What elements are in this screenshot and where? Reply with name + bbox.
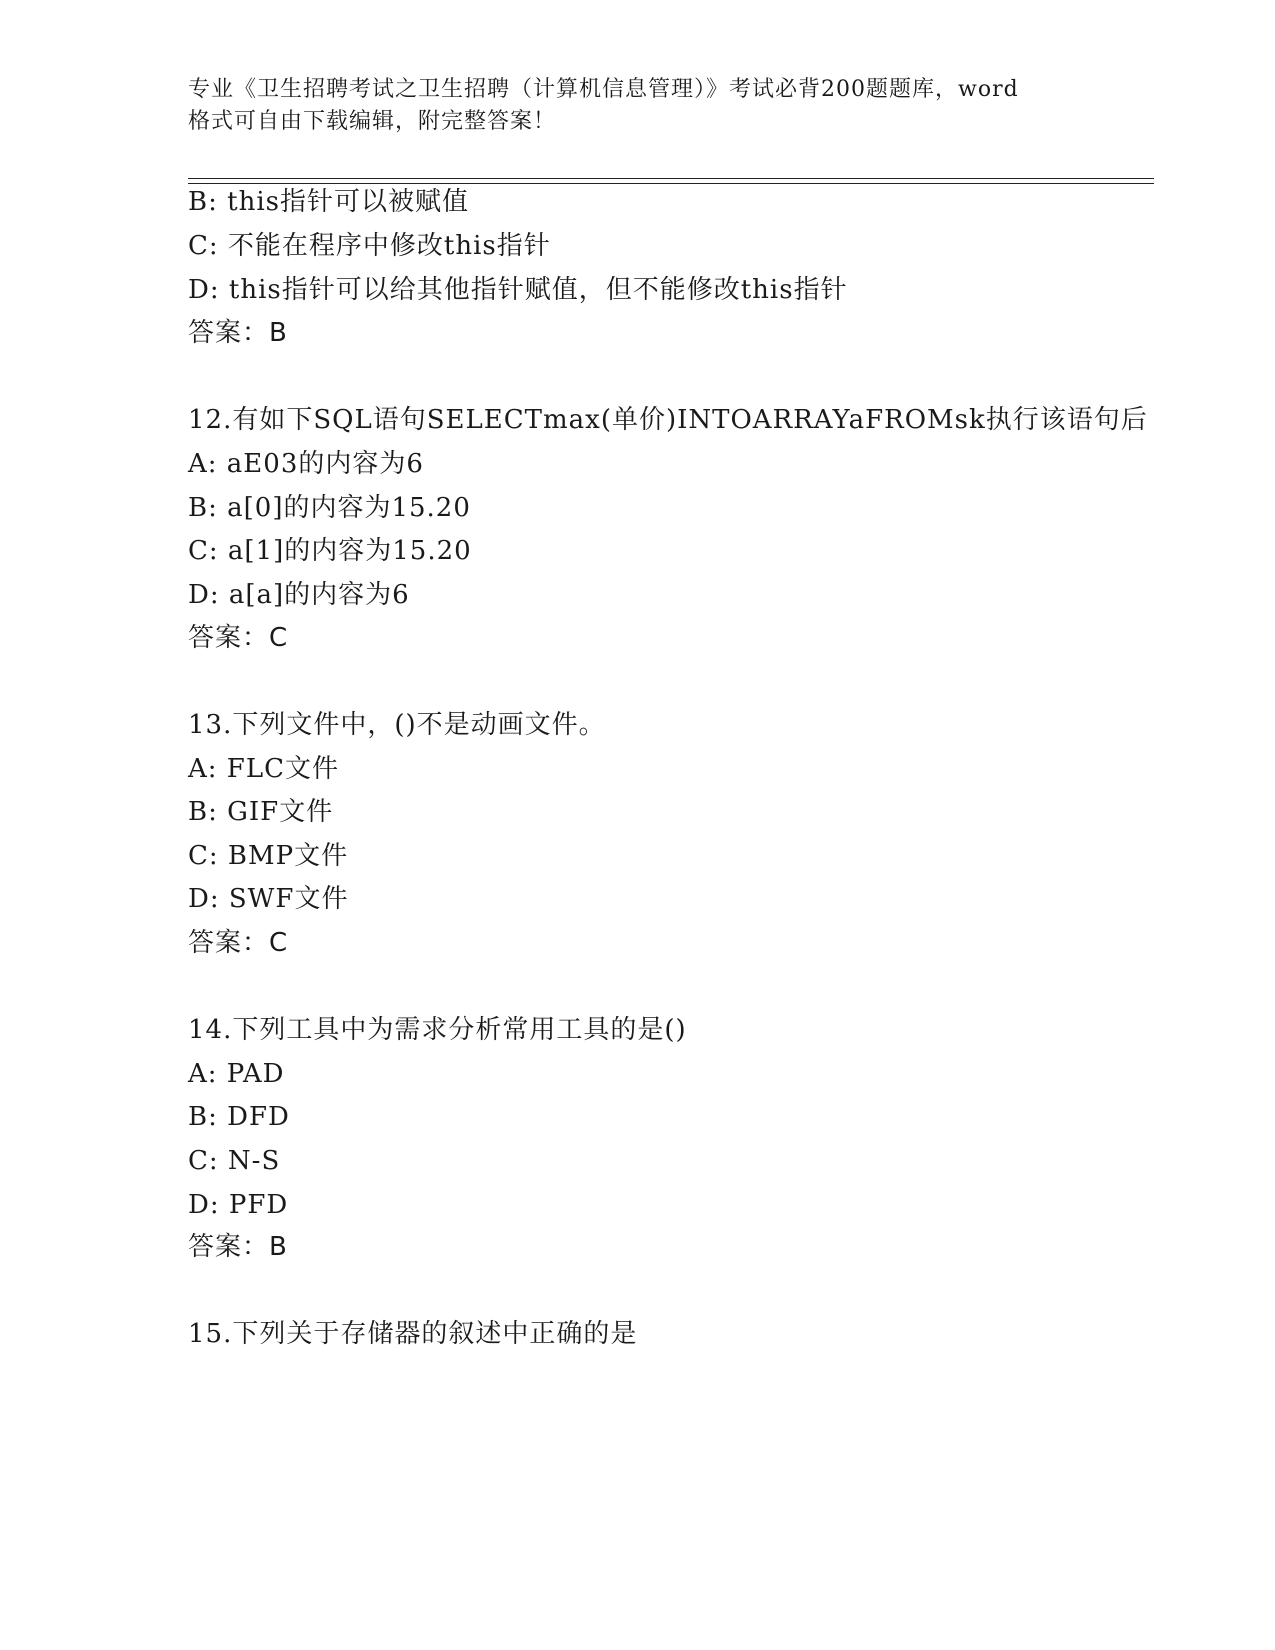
q14-option-d: D: PFD (188, 1190, 289, 1220)
q15-stem: 15.下列关于存储器的叙述中正确的是 (188, 1319, 638, 1349)
q14-option-a: A: PAD (188, 1059, 285, 1089)
q12-option-a: A: aE03的内容为6 (188, 449, 424, 479)
q13-option-b: B: GIF文件 (188, 797, 334, 827)
prev-answer: 答案：B (188, 318, 288, 348)
q13-option-d: D: SWF文件 (188, 884, 349, 914)
q12-option-d: D: a[a]的内容为6 (188, 580, 410, 610)
header-title-line-1: 专业《卫生招聘考试之卫生招聘（计算机信息管理）》考试必背200题题库，word (188, 77, 1019, 102)
q12-option-b: B: a[0]的内容为15.20 (188, 493, 471, 523)
q13-answer: 答案：C (188, 928, 289, 958)
q14-answer: 答案：B (188, 1232, 288, 1262)
q12-answer: 答案：C (188, 623, 289, 653)
q13-option-c: C: BMP文件 (188, 841, 349, 871)
header-title-line-2: 格式可自由下载编辑，附完整答案！ (188, 109, 557, 134)
header-divider-top (188, 178, 1154, 179)
q13-option-a: A: FLC文件 (188, 754, 340, 784)
header-divider-bottom (188, 183, 1154, 184)
prev-option-c: C: 不能在程序中修改this指针 (188, 231, 551, 261)
q14-option-c: C: N-S (188, 1146, 281, 1176)
q12-option-c: C: a[1]的内容为15.20 (188, 536, 472, 566)
prev-option-d: D: this指针可以给其他指针赋值，但不能修改this指针 (188, 275, 848, 305)
q13-stem: 13.下列文件中，()不是动画文件。 (188, 710, 606, 740)
q14-stem: 14.下列工具中为需求分析常用工具的是() (188, 1015, 687, 1045)
q14-option-b: B: DFD (188, 1102, 290, 1132)
q12-stem: 12.有如下SQL语句SELECTmax(单价)INTOARRAYaFROMsk执行该语句后 (188, 405, 1148, 435)
prev-option-b: B: this指针可以被赋值 (188, 187, 469, 217)
document-header (188, 74, 1088, 138)
